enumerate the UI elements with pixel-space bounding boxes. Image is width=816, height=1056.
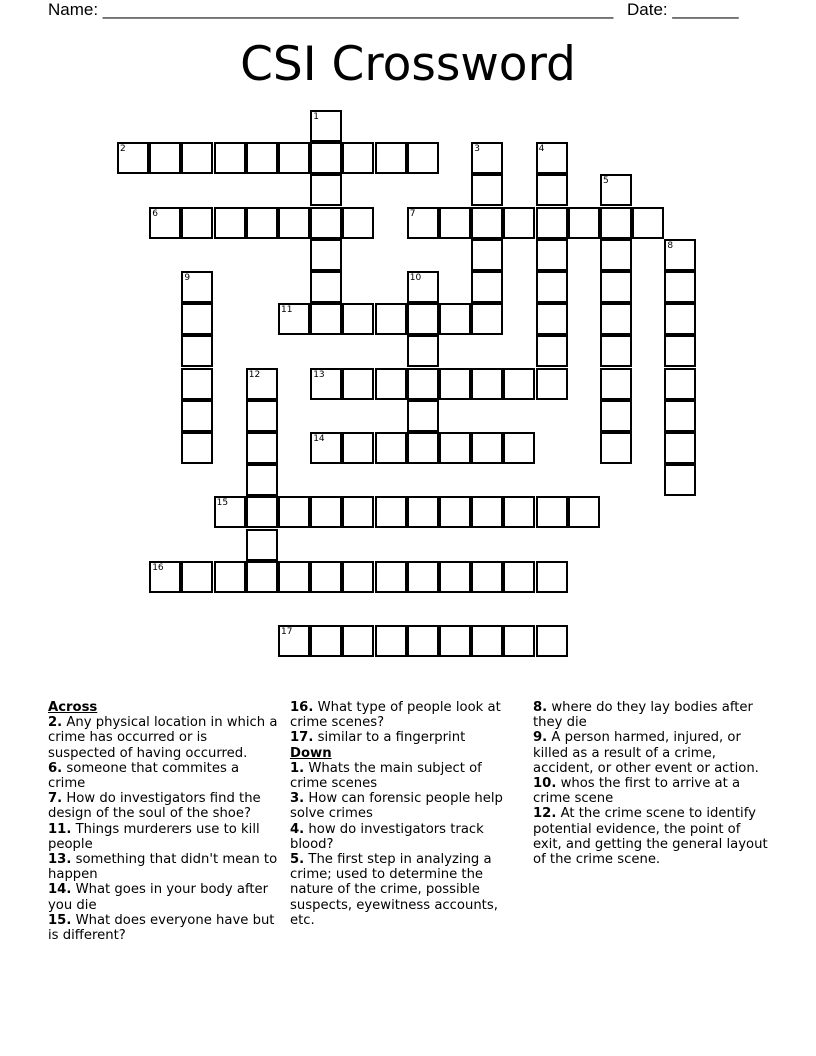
crossword-cell[interactable] xyxy=(536,561,568,593)
crossword-cell[interactable] xyxy=(149,561,181,593)
crossword-cell[interactable] xyxy=(536,368,568,400)
crossword-cell[interactable] xyxy=(310,561,342,593)
clue-number: 3 xyxy=(474,144,480,155)
crossword-cell[interactable] xyxy=(310,174,342,206)
crossword-cell[interactable] xyxy=(181,207,213,239)
crossword-cell[interactable] xyxy=(214,207,246,239)
crossword-cell[interactable] xyxy=(536,271,568,303)
clues-column-3 xyxy=(533,700,773,867)
crossword-cell[interactable] xyxy=(278,142,310,174)
crossword-cell[interactable] xyxy=(375,496,407,528)
crossword-cell[interactable] xyxy=(278,496,310,528)
crossword-cell[interactable] xyxy=(407,142,439,174)
clue-number: 6 xyxy=(152,208,158,219)
crossword-cell[interactable] xyxy=(342,432,374,464)
crossword-cell[interactable] xyxy=(407,335,439,367)
crossword-cell[interactable] xyxy=(503,432,535,464)
crossword-cell[interactable] xyxy=(664,239,696,271)
crossword-cell[interactable] xyxy=(246,464,278,496)
crossword-cell[interactable] xyxy=(471,207,503,239)
crossword-cell[interactable] xyxy=(471,368,503,400)
crossword-cell[interactable] xyxy=(246,368,278,400)
crossword-cell[interactable] xyxy=(536,303,568,335)
clue-number: 4 xyxy=(538,144,545,155)
crossword-cell[interactable] xyxy=(375,561,407,593)
clue-across-14: 14. What goes in your body after you die xyxy=(48,882,269,913)
crossword-cell[interactable] xyxy=(181,368,213,400)
crossword-cell[interactable] xyxy=(536,207,568,239)
crossword-cell[interactable] xyxy=(439,625,471,657)
crossword-cell[interactable] xyxy=(439,432,471,464)
crossword-cell[interactable] xyxy=(278,207,310,239)
crossword-cell[interactable] xyxy=(407,271,439,303)
crossword-cell[interactable] xyxy=(375,432,407,464)
clue-across-17: 17. similar to a fingerprint xyxy=(290,730,466,746)
crossword-cell[interactable] xyxy=(246,496,278,528)
crossword-cell[interactable] xyxy=(310,303,342,335)
crossword-cell[interactable] xyxy=(407,303,439,335)
crossword-cell[interactable] xyxy=(471,239,503,271)
crossword-cell[interactable] xyxy=(342,207,374,239)
crossword-cell[interactable] xyxy=(342,561,374,593)
crossword-cell[interactable] xyxy=(407,496,439,528)
clue-across-13: 13. something that didn't mean to happen xyxy=(48,852,278,883)
crossword-cell[interactable] xyxy=(375,303,407,335)
crossword-cell[interactable] xyxy=(375,142,407,174)
crossword-cell[interactable] xyxy=(310,368,342,400)
clue-down-9: 9. A person harmed, injured, or killed as a result of a crime, accident, or other event or action. xyxy=(533,730,759,776)
crossword-cell[interactable] xyxy=(310,239,342,271)
clue-across-15: 15. What does everyone have but is different? xyxy=(48,912,275,944)
crossword-cell[interactable] xyxy=(181,561,213,593)
clue-down-5: 5. The first step in analyzing a crime; used to determine the nature of the crime, possible suspects, eyewitness accounts, etc. xyxy=(290,852,498,928)
crossword-cell[interactable] xyxy=(664,464,696,496)
clue-across-11: 11. Things murderers use to kill people xyxy=(48,821,260,852)
crossword-cell[interactable] xyxy=(439,496,471,528)
crossword-cell[interactable] xyxy=(664,335,696,367)
crossword-cell[interactable] xyxy=(246,529,278,561)
crossword-cell[interactable] xyxy=(503,625,535,657)
crossword-cell[interactable] xyxy=(246,400,278,432)
crossword-cell[interactable] xyxy=(664,432,696,464)
crossword-cell[interactable] xyxy=(181,142,213,174)
crossword-cell[interactable] xyxy=(600,303,632,335)
crossword-cell[interactable] xyxy=(600,335,632,367)
clue-number: 17 xyxy=(281,627,293,638)
crossword-cell[interactable] xyxy=(310,142,342,174)
clue-number: 10 xyxy=(409,273,422,283)
crossword-cell[interactable] xyxy=(600,207,632,239)
clue-number: 7 xyxy=(409,208,416,219)
crossword-cell[interactable] xyxy=(600,174,632,206)
crossword-cell[interactable] xyxy=(214,561,246,593)
crossword-cell[interactable] xyxy=(439,303,471,335)
clue-down-4: 4. how do investigators track blood? xyxy=(290,821,484,852)
clue-number: 15 xyxy=(216,498,229,509)
crossword-cell[interactable] xyxy=(310,625,342,657)
clue-number: 11 xyxy=(281,305,293,316)
crossword-cell[interactable] xyxy=(278,303,310,335)
crossword-cell[interactable] xyxy=(181,400,213,432)
crossword-cell[interactable] xyxy=(278,561,310,593)
crossword-cell[interactable] xyxy=(568,496,600,528)
crossword-cell[interactable] xyxy=(310,432,342,464)
crossword-cell[interactable] xyxy=(503,368,535,400)
clue-number: 8 xyxy=(667,240,674,251)
crossword-cell[interactable] xyxy=(568,207,600,239)
clue-across-2: 2. Any physical location in which a crime has occurred or is suspected of having occurred. xyxy=(48,715,278,761)
crossword-cell[interactable] xyxy=(117,142,149,174)
clue-down-1: 1. Whats the main subject of crime scenes xyxy=(290,760,482,792)
crossword-cell[interactable] xyxy=(181,303,213,335)
crossword-cell[interactable] xyxy=(664,271,696,303)
clue-across-16: 16. What type of people look at crime scenes? xyxy=(290,700,501,731)
clue-number: 16 xyxy=(152,562,164,573)
crossword-cell[interactable] xyxy=(632,207,664,239)
crossword-cell[interactable] xyxy=(310,207,342,239)
clue-number: 5 xyxy=(603,176,609,187)
crossword-cell[interactable] xyxy=(375,625,407,657)
crossword-cell[interactable] xyxy=(664,400,696,432)
crossword-cell[interactable] xyxy=(310,110,342,142)
crossword-cell[interactable] xyxy=(407,400,439,432)
clue-number: 9 xyxy=(184,273,191,283)
page-title: CSI Crossword xyxy=(240,37,576,92)
crossword-cell[interactable] xyxy=(600,271,632,303)
clues-column-1 xyxy=(48,700,278,943)
crossword-cell[interactable] xyxy=(246,142,278,174)
crossword-cell[interactable] xyxy=(536,239,568,271)
clue-across-7: 7. How do investigators find the design of the soul of the shoe? xyxy=(48,791,261,822)
crossword-cell[interactable] xyxy=(407,561,439,593)
crossword-cell[interactable] xyxy=(536,174,568,206)
clue-number: 2 xyxy=(120,144,126,155)
crossword-cell[interactable] xyxy=(536,625,568,657)
crossword-cell[interactable] xyxy=(214,496,246,528)
crossword-cell[interactable] xyxy=(664,303,696,335)
clue-number: 14 xyxy=(313,434,325,444)
clue-down-3: 3. How can forensic people help solve crimes xyxy=(290,791,503,822)
clue-across-6: 6. someone that commites a crime xyxy=(48,760,240,792)
crossword-cell[interactable] xyxy=(342,496,374,528)
crossword-cell[interactable] xyxy=(342,303,374,335)
crossword-cell[interactable] xyxy=(342,142,374,174)
crossword-cell[interactable] xyxy=(503,561,535,593)
down-heading: Down xyxy=(290,745,332,761)
crossword-cell[interactable] xyxy=(471,303,503,335)
crossword-cell[interactable] xyxy=(471,625,503,657)
crossword-cell[interactable] xyxy=(536,496,568,528)
crossword-cell[interactable] xyxy=(181,271,213,303)
crossword-cell[interactable] xyxy=(503,496,535,528)
clue-number: 1 xyxy=(313,112,319,122)
crossword-cell[interactable] xyxy=(181,335,213,367)
crossword-cell[interactable] xyxy=(471,174,503,206)
crossword-cell[interactable] xyxy=(439,561,471,593)
crossword-cell[interactable] xyxy=(471,496,503,528)
crossword-cell[interactable] xyxy=(149,142,181,174)
crossword-cell[interactable] xyxy=(342,368,374,400)
crossword-cell[interactable] xyxy=(664,368,696,400)
crossword-cell[interactable] xyxy=(181,432,213,464)
crossword-cell[interactable] xyxy=(536,335,568,367)
crossword-cell[interactable] xyxy=(375,368,407,400)
crossword-cell[interactable] xyxy=(503,207,535,239)
crossword-cell[interactable] xyxy=(407,368,439,400)
clue-down-12: 12. At the crime scene to identify potential evidence, the point of exit, and getting the general layout of the crime scene. xyxy=(533,806,768,868)
crossword-cell[interactable] xyxy=(471,561,503,593)
crossword-cell[interactable] xyxy=(407,207,439,239)
crossword-cell[interactable] xyxy=(439,207,471,239)
crossword-cell[interactable] xyxy=(310,496,342,528)
crossword-cell[interactable] xyxy=(600,400,632,432)
crossword-cell[interactable] xyxy=(471,271,503,303)
crossword-cell[interactable] xyxy=(407,432,439,464)
crossword-cell[interactable] xyxy=(246,432,278,464)
crossword-cell[interactable] xyxy=(278,625,310,657)
crossword-cell[interactable] xyxy=(600,239,632,271)
crossword-cell[interactable] xyxy=(439,368,471,400)
crossword-cell[interactable] xyxy=(246,561,278,593)
clue-number: 13 xyxy=(313,369,325,380)
crossword-cell[interactable] xyxy=(342,625,374,657)
name-field[interactable]: Name: ______________________________________________________ xyxy=(48,0,614,19)
crossword-cell[interactable] xyxy=(214,142,246,174)
date-field[interactable]: Date: _______ xyxy=(627,0,739,19)
crossword-cell[interactable] xyxy=(246,207,278,239)
crossword-cell[interactable] xyxy=(471,142,503,174)
crossword-cell[interactable] xyxy=(407,625,439,657)
clue-number: 12 xyxy=(248,369,261,380)
crossword-cell[interactable] xyxy=(600,368,632,400)
clues-column-2 xyxy=(290,700,520,928)
crossword-cell[interactable] xyxy=(471,432,503,464)
crossword-cell[interactable] xyxy=(310,271,342,303)
across-heading: Across xyxy=(48,700,98,715)
clue-down-10: 10. whos the first to arrive at a crime scene xyxy=(533,776,741,807)
crossword-cell[interactable] xyxy=(149,207,181,239)
clue-down-8: 8. where do they lay bodies after they die xyxy=(533,700,753,731)
crossword-cell[interactable] xyxy=(600,432,632,464)
crossword-cell[interactable] xyxy=(536,142,568,174)
